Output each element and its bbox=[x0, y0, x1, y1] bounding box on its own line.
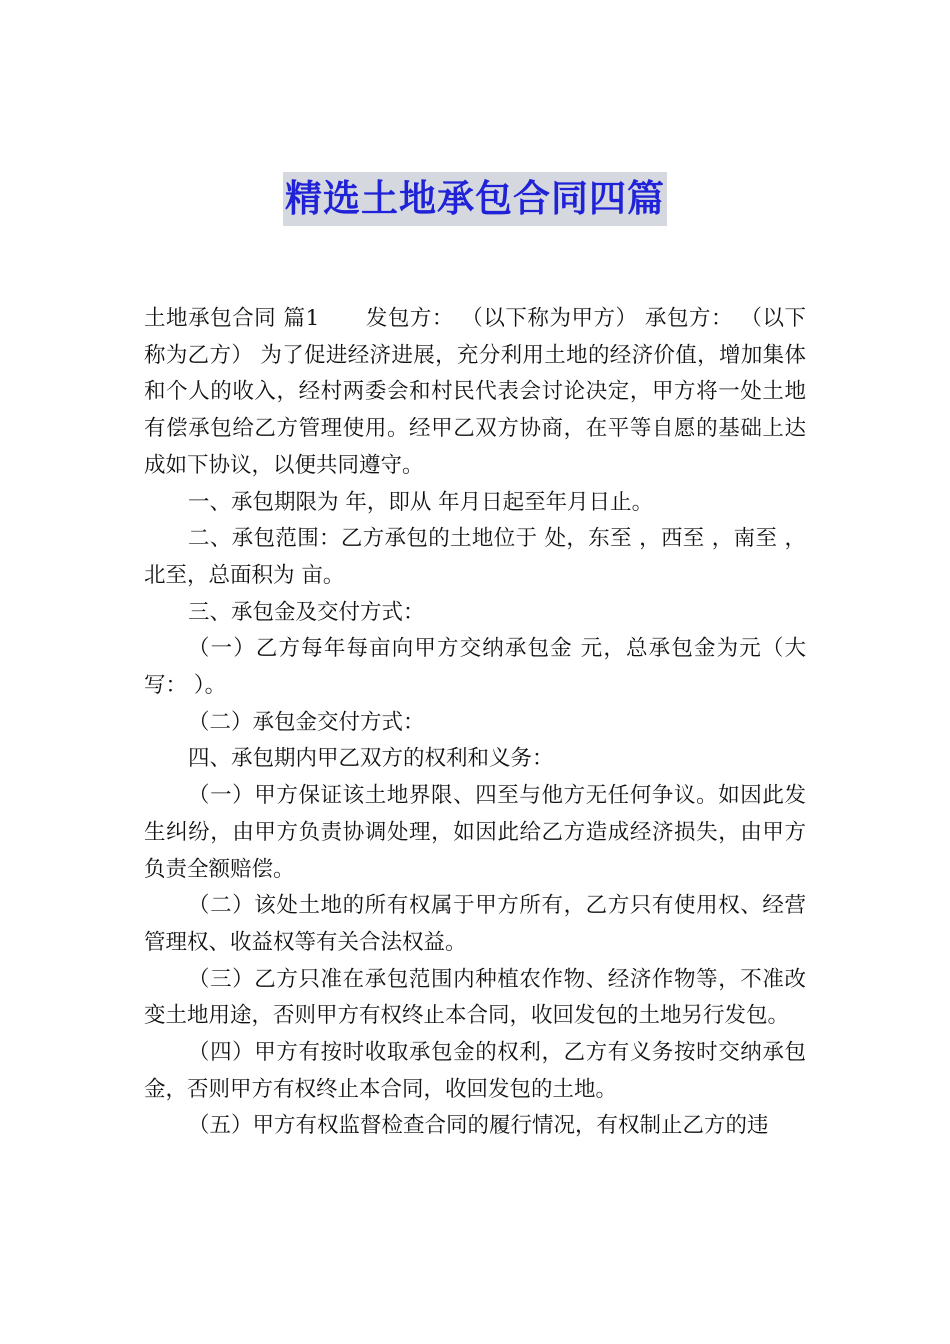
paragraph-payment-amount: （一）乙方每年每亩向甲方交纳承包金 元，总承包金为元（大写： ）。 bbox=[144, 636, 806, 699]
paragraph-scope: 二、承包范围：乙方承包的土地位于 处，东至 ，西至 ，南至 ，北至，总面积为 亩。 bbox=[144, 526, 806, 588]
paragraph-rights-5: （五）甲方有权监督检查合同的履行情况，有权制止乙方的违 bbox=[188, 1113, 769, 1139]
section-heading: 土地承包合同 篇1 bbox=[144, 306, 320, 331]
paragraph-rights-1: （一）甲方保证该土地界限、四至与他方无任何争议。如因此发生纠纷，由甲方负责协调处理，如因此给乙方造成经济损失，由甲方负责全额赔偿。 bbox=[144, 783, 806, 882]
document-body bbox=[144, 301, 806, 1145]
paragraph-rights-3: （三）乙方只准在承包范围内种植农作物、经济作物等，不准改变土地用途，否则甲方有权终止本合同，收回发包的土地另行发包。 bbox=[144, 966, 806, 1029]
document-title-text: 精选土地承包合同四篇 bbox=[283, 172, 667, 226]
document-title bbox=[0, 172, 950, 226]
paragraph-payment-heading: 三、承包金及交付方式： bbox=[188, 599, 425, 625]
paragraph-payment-method: （二）承包金交付方式： bbox=[188, 709, 425, 735]
paragraph-rights-heading: 四、承包期内甲乙双方的权利和义务： bbox=[188, 746, 554, 772]
paragraph-rights-2: （二）该处土地的所有权属于甲方所有，乙方只有使用权、经营管理权、收益权等有关合法权益。 bbox=[144, 893, 806, 955]
paragraph-term: 一、承包期限为 年，即从 年月日起至年月日止。 bbox=[188, 489, 654, 515]
paragraph-rights-4: （四）甲方有按时收取承包金的权利，乙方有义务按时交纳承包金，否则甲方有权终止本合同，收回发包的土地。 bbox=[144, 1040, 806, 1102]
intro-paragraph bbox=[144, 301, 806, 485]
intro-text: 发包方： （以下称为甲方） 承包方： （以下称为乙方） 为了促进经济进展，充分利用土地的经济价值，增加集体和个人的收入，经村两委会和村民代表会讨论决定，甲方将一处土地有偿承包给乙方管理使用。经甲乙双方协商，在平等自愿的基础上达成如下协议，以便共同遵守。 bbox=[144, 306, 806, 478]
